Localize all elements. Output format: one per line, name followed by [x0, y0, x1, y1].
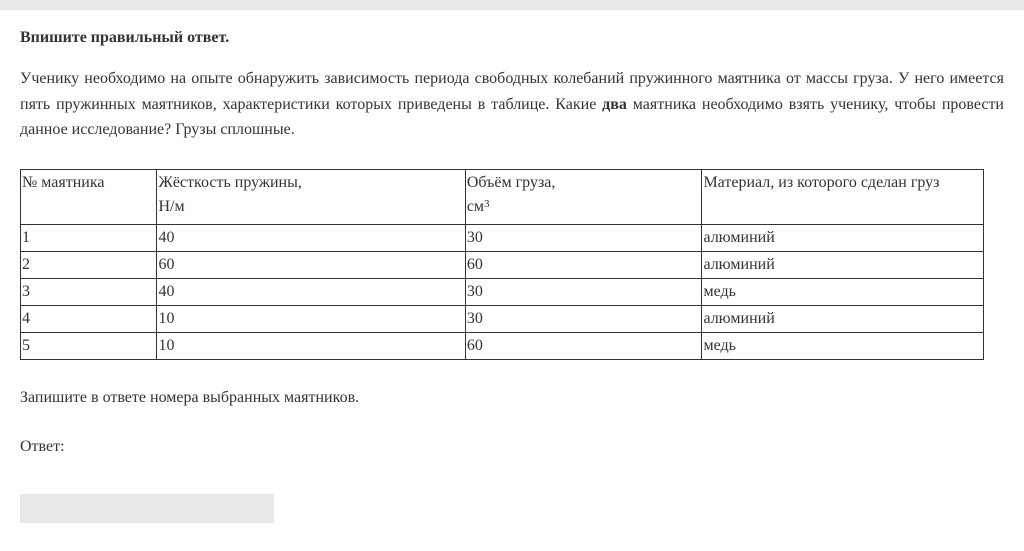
cell-volume: 60 [465, 251, 702, 278]
cell-number: 1 [21, 224, 157, 251]
table-row [21, 224, 984, 251]
cell-material: алюминий [702, 224, 984, 251]
question-part-2: маятника необходимо взять ученику, чтобы провести данное исследование? Грузы сплошные. [20, 95, 1004, 138]
cell-volume: 30 [465, 305, 702, 332]
cell-number: 2 [21, 251, 157, 278]
cell-volume: 30 [465, 224, 702, 251]
cell-stiffness: 40 [157, 278, 465, 305]
cell-volume: 60 [465, 332, 702, 359]
cell-material: медь [702, 278, 984, 305]
top-bar [0, 0, 1024, 10]
header-volume: Объём груза, $см^3$ [465, 169, 702, 224]
cell-material: медь [702, 332, 984, 359]
cell-stiffness: 10 [157, 332, 465, 359]
cell-material: алюминий [702, 251, 984, 278]
question-part-1: Ученику необходимо на опыте обнаружить зависимость периода свободных колебаний пружинного маятника от массы груза. У него имеется пять пружинных маятников, характеристики которых приведены в таблице. Какие [20, 70, 1004, 113]
cell-stiffness: 40 [157, 224, 465, 251]
cell-stiffness: 60 [157, 251, 465, 278]
header-stiffness: Жёсткость пружины, Н/м [157, 169, 465, 224]
answer-input[interactable] [20, 494, 274, 523]
cell-number: 3 [21, 278, 157, 305]
table-row [21, 251, 984, 278]
header-material: Материал, из которого сделан груз [702, 169, 984, 224]
cell-number: 4 [21, 305, 157, 332]
answer-label: Ответ: [20, 437, 65, 455]
cell-number: 5 [21, 332, 157, 359]
header-number: № маятника [21, 169, 157, 224]
table-header-row [21, 169, 984, 224]
table-row [21, 278, 984, 305]
record-instruction: Запишите в ответе номера выбранных маятников. [20, 388, 360, 406]
pendulum-table [20, 169, 984, 360]
question-text [20, 66, 1004, 143]
question-emphasis: два [602, 95, 627, 113]
cell-stiffness: 10 [157, 305, 465, 332]
task-instruction: Впишите правильный ответ. [20, 29, 230, 46]
cell-material: алюминий [702, 305, 984, 332]
cell-volume: 30 [465, 278, 702, 305]
table-row [21, 305, 984, 332]
table-row [21, 332, 984, 359]
task-content [20, 28, 1004, 458]
